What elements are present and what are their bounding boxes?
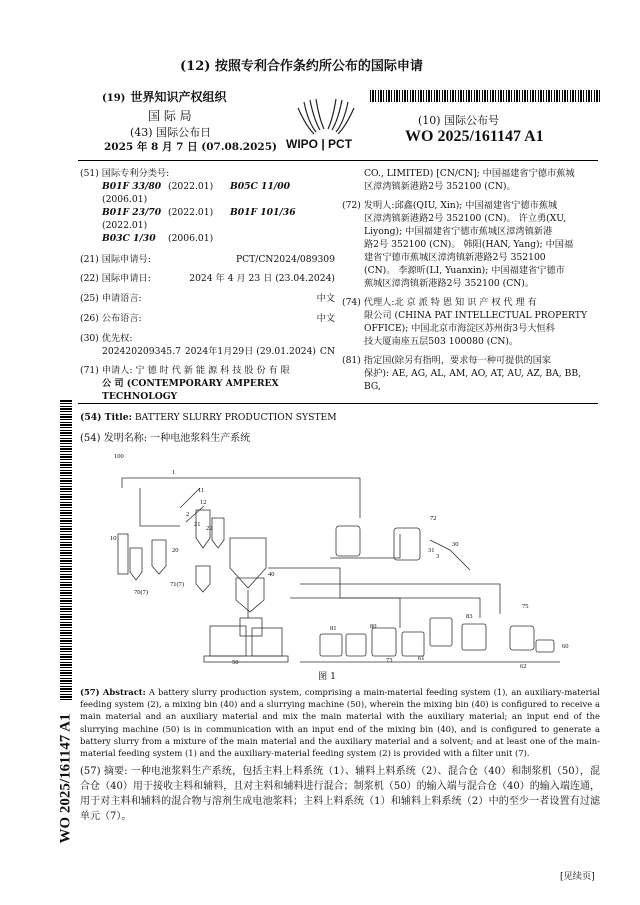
publication-language-row <box>80 312 335 325</box>
agent-label: (74) 代理人: <box>342 297 395 308</box>
fig-label: 100 <box>114 453 124 460</box>
ipc-code: B01F 33/80 <box>102 181 162 192</box>
abstract-en-label: (57) Abstract: <box>80 687 146 697</box>
ipc-year: (2022.01) <box>168 181 214 192</box>
organization-block <box>102 86 272 124</box>
fig-label: 31 <box>428 547 435 554</box>
fig-label: 10 <box>110 535 117 542</box>
applicant-continued: 区漳湾镇新港路2号 352100 (CN)。 <box>364 181 516 192</box>
agent-line: 技大厦南座五层503 100080 (CN)。 <box>364 336 519 347</box>
fig-label: 72 <box>430 515 437 522</box>
filing-language-row <box>80 292 335 305</box>
abstract-zh <box>80 764 600 824</box>
priority-row <box>80 345 335 358</box>
inventor-block <box>342 199 597 290</box>
abstract-zh-text: 一种电池浆料生产系统，包括主料上料系统（1）、辅料上料系统（2）、混合仓（40）和制浆机（50），混合仓（40）用于接收主料和辅料，且对主料和辅料进行混合；制浆机（50）的输入端与混合仓（40）的输入端连通，用于对主料和辅料的混合物与溶剂生成电池浆料；主料上料系统（1）和辅料上料系统（2）中的至少一者设置有过滤单元（7）。 <box>80 766 600 822</box>
wipo-logo <box>284 98 368 152</box>
org-number: (19) <box>102 93 126 104</box>
inventor-line: 蕉城区漳湾镇新港路2号 352100 (CN)。 <box>364 278 535 289</box>
filing-date-label: (22) 国际申请日: <box>80 273 151 284</box>
fig-label: 20 <box>172 547 179 554</box>
publication-language-label: (26) 公布语言: <box>80 313 142 324</box>
fig-label: 73 <box>386 657 393 664</box>
ipc-code: B01F 101/36 <box>230 207 296 218</box>
applicant-label: (71) 申请人: <box>80 365 133 376</box>
ipc-code: B05C 11/00 <box>230 181 290 192</box>
top-barcode <box>370 90 600 102</box>
fig-label: 1 <box>172 469 176 476</box>
filing-date: 2024 年 4 月 23 日 (23.04.2024) <box>189 273 335 284</box>
fig-label: 3 <box>436 553 440 560</box>
title-en-row <box>80 411 337 424</box>
fig-label: 11 <box>198 487 205 494</box>
wipo-logo-text: WIPO | PCT <box>286 137 353 151</box>
filing-date-row <box>80 272 335 285</box>
ipc-label: (51) 国际专利分类号: <box>80 168 170 179</box>
applicant-line: 公 司 (CONTEMPORARY AMPEREX TECHNOLOGY <box>102 378 279 402</box>
filing-language: 中文 <box>316 293 335 304</box>
org-bureau: 国 际 局 <box>148 109 192 123</box>
agent-block <box>342 296 597 348</box>
system-diagram <box>100 448 580 684</box>
applicant-continued: CO., LIMITED) [CN/CN]; 中国福建省宁德市蕉城 <box>364 168 575 179</box>
fig-label: 81 <box>330 625 337 632</box>
org-name: 世界知识产权组织 <box>130 90 227 104</box>
application-number-row <box>80 253 335 266</box>
fig-label: 71(7) <box>170 581 185 588</box>
inventor-line: 区漳湾镇新港路2号 352100 (CN)。 许立勇(XU, <box>364 213 567 224</box>
fig-label: 50 <box>232 659 239 666</box>
applicant-block <box>80 364 335 403</box>
title-zh-label: (54) 发明名称: <box>80 433 148 444</box>
fig-label: 30 <box>452 541 459 548</box>
left-column <box>80 167 335 403</box>
header-rule <box>78 160 598 161</box>
inventor-line: Liyong); 中国福建省宁德市蕉城区漳湾镇新港 <box>364 226 553 237</box>
designated-states-block <box>342 354 597 393</box>
ipc-year: (2006.01) <box>168 233 214 244</box>
inventor-label: (72) 发明人: <box>342 200 395 211</box>
fig-label: 60 <box>562 643 569 650</box>
fig-label: 2 <box>186 511 190 518</box>
fig-label: 21 <box>194 521 201 528</box>
priority-number: 202420209345.7 <box>102 346 181 357</box>
inventor-line: 路2号 352100 (CN)。 韩阳(HAN, Yang); 中国福 <box>364 239 574 250</box>
figure-caption: 图 1 <box>318 671 336 682</box>
priority-label: (30) 优先权: <box>80 333 133 344</box>
ipc-row-2 <box>80 206 335 232</box>
publication-number-label: (10) 国际公布号 <box>418 114 500 127</box>
ipc-code: B03C 1/30 <box>102 233 156 244</box>
publication-number: WO 2025/161147 A1 <box>405 128 544 145</box>
publication-language: 中文 <box>316 313 335 324</box>
ipc-year: (2006.01) <box>102 194 148 205</box>
ipc-year: (2022.01) <box>102 220 148 231</box>
fig-label: 70(7) <box>134 589 149 596</box>
designated-states-label: (81) 指定国(除另有指明，要求每一种可提供的国家 <box>342 355 552 366</box>
fig-label: 40 <box>268 571 275 578</box>
abstract-en-text: A battery slurry production system, comprising a main-material feeding system (1), an auxiliary-material feeding system (2), a mixing bin (40) and a slurrying machine (50), wherein the mixing bin (40) is configured to receive a main material and an auxiliary material and mix the main material with the auxiliary material; an input end of the slurrying machine (50) is in communication with an input end of the mixing bin (40), and is configured to generate a battery slurry from a mixture of the main material and the auxiliary material and a solvent; and at least one of the main-material feeding system (1) and the auxiliary-material feeding system (2) is provided with a filter unit (7). <box>80 687 600 759</box>
bibliographic-rule <box>78 403 598 404</box>
inventor-line: 建省宁德市蕉城区漳湾镇新港路2号 352100 <box>364 252 546 263</box>
title-zh-row <box>80 432 250 445</box>
agent-line: 限公司 (CHINA PAT INTELLECTUAL PROPERTY <box>364 310 588 321</box>
continued-note: [见续页] <box>560 871 595 882</box>
publication-date-label: (43) 国际公布日 <box>130 126 212 139</box>
ipc-code: B01F 23/70 <box>102 207 162 218</box>
fig-label: 75 <box>522 603 529 610</box>
title-zh: 一种电池浆料生产系统 <box>150 433 251 444</box>
inventor-line: 邱鑫(QIU, Xin); 中国福建省宁德市蕉城 <box>394 200 558 211</box>
filing-language-label: (25) 申请语言: <box>80 293 142 304</box>
abstract-zh-label: (57) 摘要: <box>80 766 128 777</box>
side-barcode <box>60 400 72 700</box>
application-number-label: (21) 国际申请号: <box>80 254 151 265</box>
fig-label: 80 <box>370 623 377 630</box>
document-type-title: (12) 按照专利合作条约所公布的国际申请 <box>180 59 423 74</box>
fig-label: 83 <box>466 613 473 620</box>
fig-label: 22 <box>206 525 213 532</box>
application-number: PCT/CN2024/089309 <box>235 254 335 265</box>
fig-label: 62 <box>520 663 527 670</box>
fig-label: 12 <box>200 499 207 506</box>
abstract-en <box>80 686 600 759</box>
priority-country: CN <box>319 346 335 357</box>
ipc-year: (2022.01) <box>168 207 214 218</box>
agent-line: OFFICE); 中国北京市海淀区苏州街3号大恒科 <box>364 323 555 334</box>
designated-states: 保护): AE, AG, AL, AM, AO, AT, AU, AZ, BA, BB, BG, <box>364 368 582 392</box>
publication-date: 2025 年 8 月 7 日 (07.08.2025) <box>104 141 277 153</box>
title-en: BATTERY SLURRY PRODUCTION SYSTEM <box>134 412 337 423</box>
inventor-line: (CN)。 李源昕(LI, Yuanxin); 中国福建省宁德市 <box>364 265 565 276</box>
priority-date: 2024年1月29日 (29.01.2024) <box>184 346 317 357</box>
fig-label: 61 <box>418 655 425 662</box>
agent-line: 北 京 派 特 恩 知 识 产 权 代 理 有 <box>394 297 537 308</box>
ipc-row-1 <box>80 180 335 206</box>
side-publication-number: WO 2025/161147 A1 <box>57 713 74 844</box>
right-column <box>342 167 597 393</box>
ipc-row-3 <box>80 232 335 245</box>
applicant-line: 宁 德 时 代 新 能 源 科 技 股 份 有 限 <box>135 365 290 376</box>
title-en-label: (54) Title: <box>80 412 132 423</box>
